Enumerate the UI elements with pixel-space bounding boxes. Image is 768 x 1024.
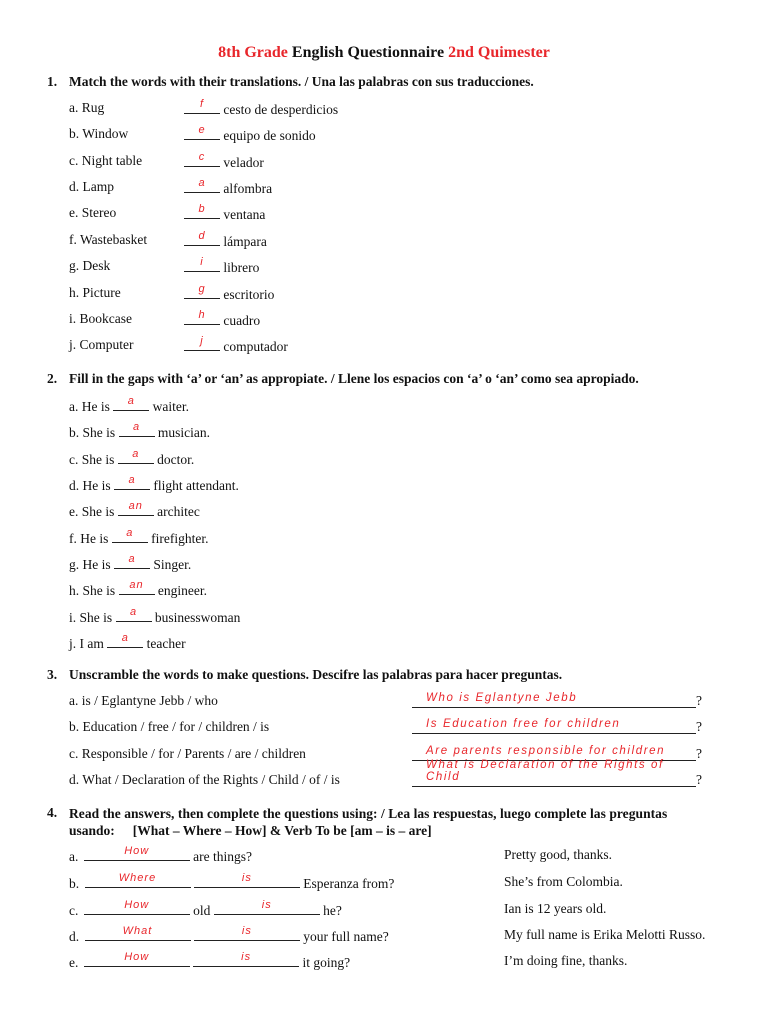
- match-answer[interactable]: b ventana: [184, 205, 265, 223]
- question-mark: ?: [696, 746, 702, 761]
- gap-item[interactable]: e. She is an architec: [69, 500, 200, 519]
- scramble-answer[interactable]: Is Education free for children: [412, 718, 696, 734]
- section2-instruction: Fill in the gaps with ‘a’ or ‘an’ as appropiate. / Llene los espacios con ‘a’ o ‘an’ como sea apropiado.: [69, 371, 639, 386]
- gap-item[interactable]: j. I am a teacher: [69, 632, 186, 651]
- question-mark: ?: [696, 772, 702, 787]
- scramble-words: c. Responsible / for / Parents / are / children: [69, 746, 306, 761]
- section4-instruction: Read the answers, then complete the questions using: / Lea las respuestas, luego complete las preguntas usando: [What – Where – How] & Verb To be [am – is – are]: [69, 806, 668, 838]
- match-answer[interactable]: j computador: [184, 337, 288, 355]
- section1-number: 1.: [47, 74, 58, 89]
- complete-item[interactable]: d. What is your full name?: [69, 925, 389, 944]
- match-answer[interactable]: g escritorio: [184, 285, 274, 303]
- section3-instruction: Unscramble the words to make questions. Descifre las palabras para hacer preguntas.: [69, 667, 563, 682]
- match-item: b. Window: [69, 126, 129, 141]
- section3-number: 3.: [47, 667, 58, 682]
- answer-text: My full name is Erika Melotti Russo.: [504, 927, 706, 942]
- match-item: d. Lamp: [69, 179, 114, 194]
- question-mark: ?: [696, 693, 702, 708]
- gap-item[interactable]: f. He is a firefighter.: [69, 527, 209, 546]
- answer-text: Ian is 12 years old.: [504, 901, 607, 916]
- match-answer[interactable]: f cesto de desperdicios: [184, 100, 338, 118]
- gap-item[interactable]: d. He is a flight attendant.: [69, 474, 239, 493]
- match-answer[interactable]: a alfombra: [184, 179, 272, 197]
- gap-item[interactable]: c. She is a doctor.: [69, 448, 195, 467]
- scramble-words: b. Education / free / for / children / is: [69, 719, 270, 734]
- gap-item[interactable]: a. He is a waiter.: [69, 395, 189, 414]
- scramble-answer[interactable]: Who is Eglantyne Jebb: [412, 692, 696, 708]
- section1-instruction: Match the words with their translations. / Una las palabras con sus traducciones.: [69, 74, 534, 89]
- match-item: j. Computer: [69, 337, 134, 352]
- match-item: f. Wastebasket: [69, 232, 148, 247]
- match-answer[interactable]: i librero: [184, 258, 259, 276]
- scramble-answer[interactable]: Are parents responsible for children: [412, 745, 696, 761]
- answer-text: Pretty good, thanks.: [504, 847, 612, 862]
- complete-item[interactable]: e. How is it going?: [69, 951, 351, 970]
- match-answer[interactable]: d lámpara: [184, 232, 267, 250]
- match-answer[interactable]: c velador: [184, 153, 264, 171]
- gap-item[interactable]: g. He is a Singer.: [69, 553, 192, 572]
- gap-item[interactable]: h. She is an engineer.: [69, 579, 207, 598]
- scramble-answer[interactable]: What is Declaration of the Rights of Child: [412, 771, 696, 787]
- gap-item[interactable]: i. She is a businesswoman: [69, 606, 241, 625]
- match-item: g. Desk: [69, 258, 111, 273]
- match-answer[interactable]: h cuadro: [184, 311, 260, 329]
- match-item: c. Night table: [69, 153, 143, 168]
- question-mark: ?: [696, 719, 702, 734]
- page-title: 8th Grade English Questionnaire 2nd Quimester: [218, 44, 550, 61]
- answer-text: I’m doing fine, thanks.: [504, 953, 628, 968]
- match-item: a. Rug: [69, 100, 105, 115]
- gap-item[interactable]: b. She is a musician.: [69, 421, 211, 440]
- match-item: h. Picture: [69, 285, 121, 300]
- match-answer[interactable]: e equipo de sonido: [184, 126, 316, 144]
- complete-item[interactable]: b. Where is Esperanza from?: [69, 872, 395, 891]
- complete-item[interactable]: a. How are things?: [69, 845, 252, 864]
- answer-text: She’s from Colombia.: [504, 874, 623, 889]
- scramble-words: d. What / Declaration of the Rights / Child / of / is: [69, 772, 340, 787]
- scramble-words: a. is / Eglantyne Jebb / who: [69, 693, 218, 708]
- complete-item[interactable]: c. How old is he?: [69, 899, 342, 918]
- match-item: e. Stereo: [69, 205, 117, 220]
- section2-number: 2.: [47, 371, 58, 386]
- match-item: i. Bookcase: [69, 311, 132, 326]
- section4-number: 4.: [47, 805, 58, 820]
